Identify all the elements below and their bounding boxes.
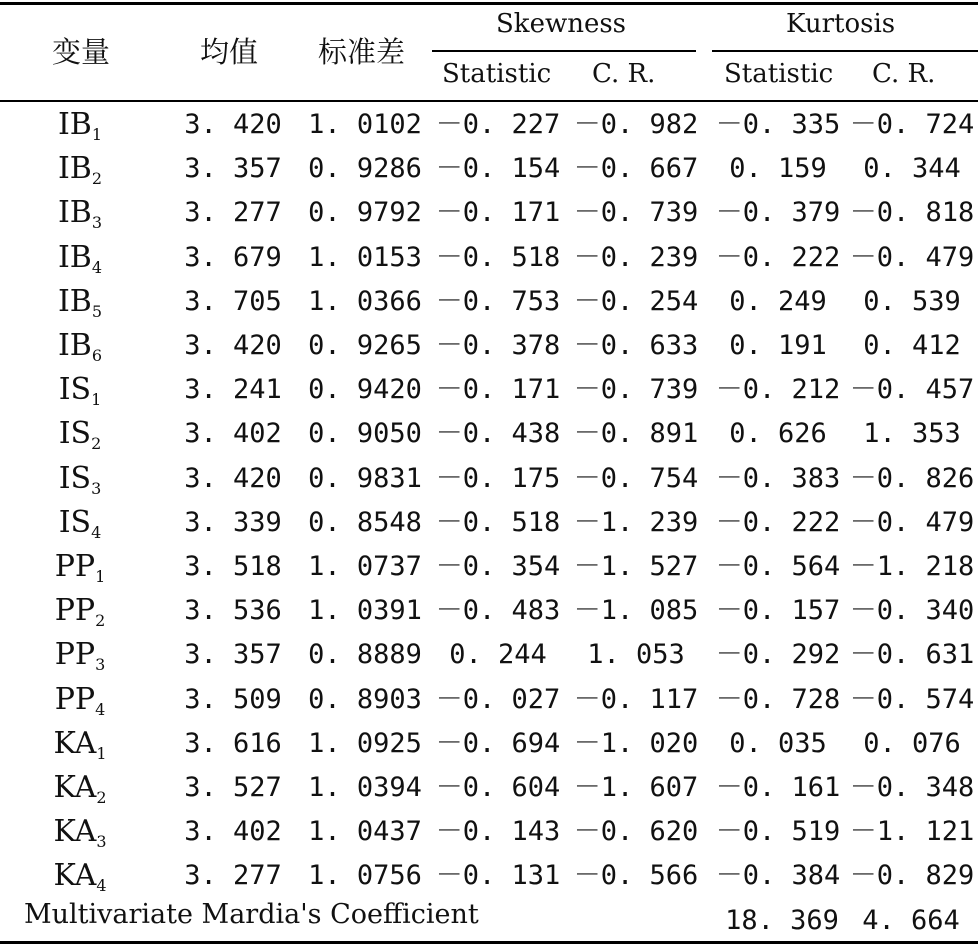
skewness-statistic-cell: －0. 131 (435, 860, 561, 892)
variable-label (30, 722, 130, 766)
kurtosis-statistic-cell: －0. 519 (715, 816, 841, 848)
variable-subscript: 2 (91, 169, 103, 189)
sd-cell: 1. 0366 (308, 285, 422, 317)
variable-base: IB (57, 107, 92, 142)
kurtosis-cr-cell: －0. 479 (849, 506, 975, 538)
skewness-cr-cell: －1. 085 (573, 595, 699, 627)
sd-cell: 0. 8903 (308, 683, 422, 715)
kurtosis-cr-cell: －0. 724 (849, 109, 975, 140)
variable-label (30, 280, 130, 324)
sd-cell: 1. 0391 (308, 595, 422, 627)
variable-subscript: 1 (91, 390, 102, 410)
kurtosis-cr-cell: －0. 457 (849, 374, 975, 406)
variable-base: IB (57, 195, 92, 231)
skewness-cr-cell: －0. 117 (573, 683, 699, 715)
variable-label (30, 103, 130, 147)
variable-label (30, 191, 130, 235)
variable-base: IS (58, 416, 92, 452)
mean-cell: 3. 420 (184, 109, 282, 140)
mean-cell: 3. 509 (184, 683, 282, 715)
table-row (0, 368, 978, 412)
mean-cell: 3. 705 (184, 285, 282, 317)
footer-label: Multivariate Mardia's Coefficient (24, 899, 479, 930)
header-skewness-cr: C. R. (592, 59, 656, 89)
sd-cell: 0. 9420 (308, 374, 422, 406)
mean-cell: 3. 277 (184, 860, 282, 892)
variable-subscript: 2 (95, 611, 106, 631)
variable-label (30, 457, 130, 501)
kurtosis-cr-cell: －1. 121 (849, 816, 975, 848)
skewness-cr-cell: －0. 982 (573, 109, 699, 140)
footer-kurtosis-statistic: 18. 369 (725, 905, 839, 936)
kurtosis-cr-cell: －1. 218 (849, 551, 975, 582)
table-row (0, 854, 978, 898)
skewness-cr-cell: 1. 053 (587, 639, 685, 671)
variable-subscript: 1 (96, 743, 107, 763)
kurtosis-statistic-cell: －0. 292 (715, 639, 841, 671)
kurtosis-cr-cell: 1. 353 (863, 418, 961, 450)
table-row (0, 589, 978, 633)
skewness-statistic-cell: －0. 171 (435, 197, 561, 229)
variable-label (30, 501, 130, 545)
table-row (0, 501, 978, 545)
variable-base: KA (53, 814, 97, 850)
mean-cell: 3. 527 (184, 772, 282, 803)
skewness-cr-cell: －0. 620 (573, 816, 699, 848)
variable-base: IB (57, 151, 92, 187)
variable-subscript: 1 (91, 125, 103, 144)
table-row (0, 810, 978, 854)
variable-subscript: 3 (96, 832, 107, 852)
kurtosis-statistic-cell: －0. 384 (715, 860, 841, 892)
variable-subscript: 3 (91, 213, 103, 233)
kurtosis-cr-cell: －0. 631 (849, 639, 975, 671)
table-row (0, 722, 978, 766)
variable-label (30, 766, 130, 810)
kurtosis-statistic-cell: －0. 161 (715, 772, 841, 803)
skewness-statistic-cell: －0. 438 (435, 418, 561, 450)
kurtosis-statistic-cell: 0. 626 (729, 418, 827, 450)
skewness-cr-cell: －0. 254 (573, 285, 699, 317)
skewness-cr-cell: －0. 891 (573, 418, 699, 450)
header-kurtosis-statistic: Statistic (724, 59, 834, 89)
skewness-statistic-cell: －0. 483 (435, 595, 561, 627)
skewness-statistic-cell: －0. 518 (435, 506, 561, 538)
mean-cell: 3. 420 (184, 330, 282, 361)
variable-base: IB (57, 239, 92, 275)
kurtosis-statistic-cell: 0. 191 (729, 330, 827, 361)
variable-subscript: 4 (95, 699, 106, 719)
sd-cell: 0. 9050 (308, 418, 422, 450)
variable-base: KA (53, 858, 97, 894)
skewness-cr-cell: －0. 239 (573, 241, 699, 273)
variable-label (30, 412, 130, 456)
kurtosis-cr-cell: －0. 574 (849, 683, 975, 715)
sd-cell: 1. 0437 (308, 816, 422, 848)
sd-cell: 1. 0925 (308, 727, 422, 759)
table-row (0, 766, 978, 810)
header-rule (0, 100, 978, 102)
skewness-statistic-cell: －0. 694 (435, 727, 561, 759)
variable-base: PP (54, 549, 96, 584)
skewness-cr-cell: －0. 739 (573, 197, 699, 229)
skewness-cr-cell: －1. 607 (573, 772, 699, 803)
kurtosis-underline (712, 50, 978, 52)
kurtosis-statistic-cell: －0. 564 (715, 551, 841, 582)
kurtosis-statistic-cell: －0. 728 (715, 683, 841, 715)
kurtosis-cr-cell: －0. 348 (849, 772, 975, 803)
sd-cell: 0. 8889 (308, 639, 422, 671)
kurtosis-statistic-cell: －0. 222 (715, 241, 841, 273)
skewness-cr-cell: －1. 020 (573, 727, 699, 759)
variable-label (30, 633, 130, 677)
skewness-statistic-cell: －0. 027 (435, 683, 561, 715)
header-sd: 标准差 (318, 35, 406, 69)
kurtosis-cr-cell: －0. 479 (849, 241, 975, 273)
kurtosis-cr-cell: －0. 340 (849, 595, 975, 627)
skewness-statistic-cell: －0. 518 (435, 241, 561, 273)
header-mean: 均值 (200, 35, 259, 69)
variable-subscript: 3 (95, 655, 106, 675)
kurtosis-statistic-cell: －0. 335 (715, 109, 841, 140)
kurtosis-cr-cell: －0. 818 (849, 197, 975, 229)
skewness-statistic-cell: 0. 244 (449, 639, 547, 671)
variable-subscript: 5 (91, 301, 103, 321)
skewness-statistic-cell: －0. 171 (435, 374, 561, 406)
table-row (0, 103, 978, 147)
header-skewness: Skewness (496, 9, 627, 39)
skewness-cr-cell: －0. 667 (573, 153, 699, 185)
skewness-statistic-cell: －0. 143 (435, 816, 561, 848)
header-skewness-statistic: Statistic (442, 59, 552, 89)
sd-cell: 0. 8548 (308, 506, 422, 538)
skewness-statistic-cell: －0. 753 (435, 285, 561, 317)
mean-cell: 3. 518 (184, 551, 282, 582)
mean-cell: 3. 420 (184, 462, 282, 494)
variable-base: KA (53, 725, 97, 761)
skewness-cr-cell: －1. 527 (573, 551, 699, 582)
skewness-underline (432, 50, 696, 52)
header-variable: 变量 (52, 35, 111, 69)
skewness-cr-cell: －0. 754 (573, 462, 699, 494)
skewness-cr-cell: －0. 633 (573, 330, 699, 361)
kurtosis-cr-cell: －0. 829 (849, 860, 975, 892)
skewness-cr-cell: －0. 739 (573, 374, 699, 406)
skewness-statistic-cell: －0. 154 (435, 153, 561, 185)
skewness-statistic-cell: －0. 175 (435, 462, 561, 494)
variable-base: IS (58, 372, 92, 408)
sd-cell: 0. 9265 (308, 330, 422, 361)
kurtosis-cr-cell: 0. 076 (863, 727, 961, 759)
variable-subscript: 4 (91, 522, 102, 542)
variable-label (30, 147, 130, 191)
header-kurtosis: Kurtosis (786, 9, 896, 39)
variable-label (30, 545, 130, 589)
kurtosis-cr-cell: 0. 344 (863, 153, 961, 185)
mean-cell: 3. 357 (184, 639, 282, 671)
variable-base: IB (57, 328, 92, 363)
skewness-statistic-cell: －0. 604 (435, 772, 561, 803)
table-row (0, 191, 978, 235)
top-rule (0, 2, 978, 5)
kurtosis-statistic-cell: －0. 157 (715, 595, 841, 627)
mean-cell: 3. 616 (184, 727, 282, 759)
sd-cell: 1. 0153 (308, 241, 422, 273)
skewness-cr-cell: －1. 239 (573, 506, 699, 538)
variable-base: PP (54, 681, 96, 717)
variable-label (30, 589, 130, 633)
footer-kurtosis-cr: 4. 664 (862, 905, 960, 936)
sd-cell: 1. 0394 (308, 772, 422, 803)
variable-subscript: 4 (91, 257, 103, 277)
table-row (0, 280, 978, 324)
mean-cell: 3. 402 (184, 418, 282, 450)
sd-cell: 1. 0756 (308, 860, 422, 892)
variable-base: KA (53, 770, 97, 805)
mean-cell: 3. 277 (184, 197, 282, 229)
variable-subscript: 4 (96, 876, 107, 896)
table-row (0, 236, 978, 280)
mean-cell: 3. 339 (184, 506, 282, 538)
variable-label (30, 810, 130, 854)
variable-base: PP (54, 593, 96, 629)
kurtosis-statistic-cell: －0. 212 (715, 374, 841, 406)
kurtosis-cr-cell: －0. 826 (849, 462, 975, 494)
table-row (0, 412, 978, 456)
skewness-statistic-cell: －0. 354 (435, 551, 561, 582)
variable-subscript: 2 (91, 434, 102, 454)
table-row (0, 545, 978, 589)
mean-cell: 3. 679 (184, 241, 282, 273)
kurtosis-statistic-cell: －0. 383 (715, 462, 841, 494)
kurtosis-statistic-cell: －0. 379 (715, 197, 841, 229)
mean-cell: 3. 357 (184, 153, 282, 185)
table-row (0, 324, 978, 368)
kurtosis-cr-cell: 0. 539 (863, 285, 961, 317)
variable-subscript: 1 (95, 567, 106, 586)
variable-base: PP (54, 637, 96, 673)
kurtosis-statistic-cell: 0. 249 (729, 285, 827, 317)
kurtosis-statistic-cell: －0. 222 (715, 506, 841, 538)
skewness-cr-cell: －0. 566 (573, 860, 699, 892)
table-row (0, 147, 978, 191)
table-row (0, 678, 978, 722)
variable-label (30, 324, 130, 368)
sd-cell: 0. 9792 (308, 197, 422, 229)
variable-label (30, 368, 130, 412)
kurtosis-statistic-cell: 0. 035 (729, 727, 827, 759)
mean-cell: 3. 241 (184, 374, 282, 406)
skewness-statistic-cell: －0. 378 (435, 330, 561, 361)
header-kurtosis-cr: C. R. (872, 59, 936, 89)
sd-cell: 0. 9286 (308, 153, 422, 185)
table-row (0, 457, 978, 501)
variable-base: IB (57, 283, 92, 319)
variable-subscript: 3 (91, 478, 102, 498)
sd-cell: 0. 9831 (308, 462, 422, 494)
variable-subscript: 6 (91, 346, 103, 365)
variable-subscript: 2 (96, 788, 107, 807)
kurtosis-cr-cell: 0. 412 (863, 330, 961, 361)
variable-label (30, 854, 130, 898)
table-row (0, 633, 978, 677)
sd-cell: 1. 0737 (308, 551, 422, 582)
variable-base: IS (58, 504, 92, 540)
mean-cell: 3. 402 (184, 816, 282, 848)
mean-cell: 3. 536 (184, 595, 282, 627)
variable-base: IS (58, 460, 92, 496)
skewness-statistic-cell: －0. 227 (435, 109, 561, 140)
sd-cell: 1. 0102 (308, 109, 422, 140)
variable-label (30, 678, 130, 722)
variable-label (30, 236, 130, 280)
kurtosis-statistic-cell: 0. 159 (729, 153, 827, 185)
